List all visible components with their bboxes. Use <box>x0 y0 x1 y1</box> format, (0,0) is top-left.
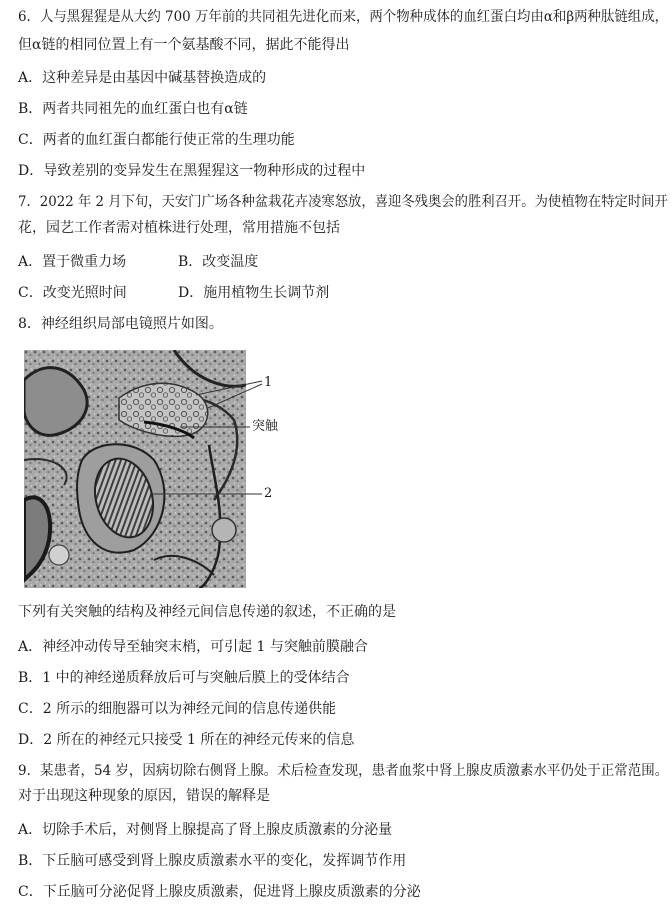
q8-option-b: B．1 中的神经递质释放后可与突触后膜上的受体结合 <box>18 670 350 686</box>
q6-stem-line1: 6．人与黑猩猩是从大约 700 万年前的共同祖先进化而来，两个物种成体的血红蛋白均由α和β两种肽链组成， <box>18 9 669 25</box>
q7-stem-line2: 花，园艺工作者需对植株进行处理，常用措施不包括 <box>18 220 340 236</box>
q9-option-b: B．下丘脑可感受到肾上腺皮质激素水平的变化，发挥调节作用 <box>18 853 407 869</box>
figure-label-2: 2 <box>264 486 273 501</box>
q6-option-d: D．导致差别的变异发生在黑猩猩这一物种形成的过程中 <box>18 163 366 179</box>
q7-stem-line1: 7．2022 年 2 月下旬，天安门广场各种盆栽花卉凌寒怒放，喜迎冬残奥会的胜利召开。为使植物在特定时间开 <box>18 194 668 210</box>
q9-stem-line1: 9．某患者，54 岁，因病切除右侧肾上腺。术后检查发现，患者血浆中肾上腺皮质激素水平仍处于正常范围。 <box>18 763 669 779</box>
q7-option-c: C．改变光照时间 <box>18 285 127 301</box>
q6-option-c: C．两者的血红蛋白都能行使正常的生理功能 <box>18 132 295 148</box>
q9-stem-line2: 对于出现这种现象的原因，错误的解释是 <box>18 788 270 804</box>
q8-stem-line1: 8．神经组织局部电镜照片如图。 <box>18 316 223 332</box>
figure-label-1: 1 <box>264 375 273 390</box>
figure-label-synapse: 突触 <box>252 419 279 434</box>
q9-option-c: C．下丘脑可分泌促肾上腺皮质激素，促进肾上腺皮质激素的分泌 <box>18 884 421 900</box>
q6-stem-line2: 但α链的相同位置上有一个氨基酸不同，据此不能得出 <box>18 37 350 53</box>
q8-option-a: A．神经冲动传导至轴突末梢，可引起 1 与突触前膜融合 <box>18 639 368 655</box>
q6-option-b: B．两者共同祖先的血红蛋白也有α链 <box>18 101 248 117</box>
q8-option-c: C．2 所示的细胞器可以为神经元间的信息传递供能 <box>18 701 337 717</box>
q8-stem-question: 下列有关突触的结构及神经元间信息传递的叙述，不正确的是 <box>18 604 396 620</box>
q7-option-b: B．改变温度 <box>178 254 259 270</box>
q9-option-a: A．切除手术后，对侧肾上腺提高了肾上腺皮质激素的分泌量 <box>18 822 393 838</box>
q8-option-d: D．2 所在的神经元只接受 1 所在的神经元传来的信息 <box>18 732 355 748</box>
q7-option-d: D．施用植物生长调节剂 <box>178 285 330 301</box>
q6-option-a: A．这种差异是由基因中碱基替换造成的 <box>18 70 267 86</box>
q7-option-a: A．置于微重力场 <box>18 254 127 270</box>
